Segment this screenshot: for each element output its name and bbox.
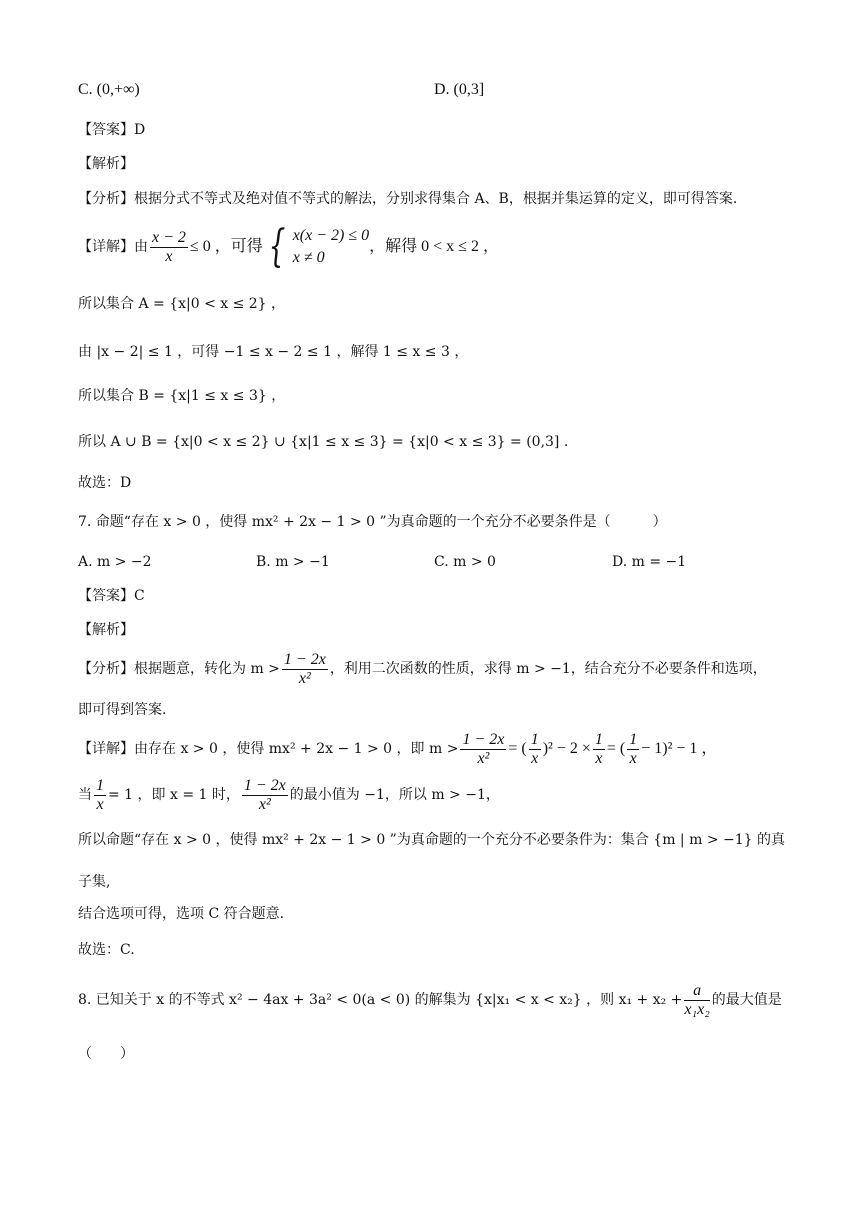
q6-option-c: C. (0,+∞) [78,81,140,98]
q7-answer: 【答案】C [78,588,145,604]
fraction-denominator: x² [298,669,311,687]
fraction-numerator: 1 − 2x [243,776,286,794]
fraction-denominator: x₁x₂ [684,1000,710,1018]
q7-option-b: B. m > −1 [256,554,330,570]
q7-when [78,770,500,820]
q6-union: 所以 A ∪ B = {x|0 < x ≤ 2} ∪ {x|1 ≤ x ≤ 3} = {x|0 < x ≤ 3} = (0,3] . [78,434,569,450]
q8-stem-prefix: 8. 已知关于 x 的不等式 x² − 4ax + 3a² < 0(a < 0) 的解集为 {x|x₁ < x < x₂} ，则 x₁ + x₂ + [78,992,683,1008]
q7-conclusion-1: 所以命题“存在 x > 0 ，使得 mx² + 2x − 1 > 0 ”为真命题的一个充分不必要条件为：集合 {m | m > −1} 的真 [78,832,785,848]
q6-detail-prefix: 【详解】由 [78,239,148,255]
q7-analysis-heading: 【解析】 [78,622,134,638]
fraction-numerator: 1 − 2x [462,730,505,748]
fraction-numerator: x − 2 [152,228,186,246]
system-row-2: x ≠ 0 [292,249,325,266]
q6-set-a: 所以集合 A = {x|0 < x ≤ 2} ， [78,296,286,312]
q6-analysis-heading: 【解析】 [78,156,134,172]
q8-stem-fraction [684,982,709,1019]
q7-when-suffix: 的最小值为 −1，所以 m > −1， [289,787,500,803]
q7-option-d: D. m = −1 [612,554,687,570]
q7-fenxi [78,644,767,694]
q6-detail-tail: ，解得 0 < x ≤ 2 ， [369,238,499,255]
q6-fenxi: 【分析】根据分式不等式及绝对值不等式的解法，分别求得集合 A、B，根据并集运算的定义，即可得答案. [78,191,738,207]
q7-detail-eq-1: = ( [508,740,527,757]
fraction-numerator: 1 − 2x [283,650,326,668]
q7-option-c: C. m > 0 [434,554,496,570]
q7-detail-fraction-2 [529,731,541,768]
q7-detail-fraction-1 [460,731,506,768]
fraction-denominator: x [629,749,637,767]
q6-option-d: D. (0,3] [434,81,485,98]
fraction-denominator: x [96,795,104,813]
q7-detail-eq-4: − 1)² − 1 ， [641,740,718,757]
fraction-numerator: 1 [530,730,539,748]
fraction-numerator: a [684,982,709,1001]
q7-detail [78,724,717,774]
q6-abs-line: 由 |x − 2| ≤ 1 ，可得 −1 ≤ x − 2 ≤ 1 ，解得 1 ≤ x ≤ 3 ， [78,344,469,360]
q7-when-fraction-1 [94,777,106,814]
fraction-numerator: 1 [629,730,638,748]
q6-detail-system [263,221,370,272]
fraction-denominator: x [595,749,603,767]
q7-detail-fraction-3 [593,731,605,768]
q7-when-fraction-2 [242,777,288,814]
q7-conclusion-2: 子集, [78,874,111,890]
q6-choose: 故选：D [78,475,132,491]
q8-stem-line2: （ ） [78,1046,134,1062]
system-row-1: x(x − 2) ≤ 0 [292,227,370,244]
fraction-numerator: 1 [594,730,603,748]
q8-stem-suffix: 的最大值是 [711,992,782,1008]
q7-fenxi-fraction [282,651,328,688]
fraction-denominator: x [165,247,173,265]
q6-detail-after-frac: ≤ 0 ，可得 [189,238,263,255]
q6-detail-fraction [150,229,188,266]
q7-detail-fraction-4 [627,731,639,768]
q7-detail-eq-3: = ( [606,740,626,757]
q7-fenxi-prefix: 【分析】根据题意，转化为 m > [78,661,280,677]
q7-fenxi-suffix: ，利用二次函数的性质，求得 m > −1，结合充分不必要条件和选项， [329,661,767,677]
q7-option-a: A. m > −2 [78,554,152,570]
q7-fenxi-line2: 即可得到答案. [78,702,167,718]
q7-choose: 故选：C. [78,942,135,958]
q6-answer: 【答案】D [78,122,146,138]
fraction-denominator: x² [258,795,271,813]
q7-stem: 7. 命题“存在 x > 0 ，使得 mx² + 2x − 1 > 0 ”为真命题的一个充分不必要条件是（ ） [78,514,667,530]
q8-stem [78,975,782,1025]
q6-detail [78,222,499,272]
q7-when-mid: = 1 ，即 x = 1 时， [108,787,240,803]
q7-detail-prefix: 【详解】由存在 x > 0 ，使得 mx² + 2x − 1 > 0 ，即 m > [78,741,459,757]
left-brace-icon: { [268,221,286,272]
q6-set-b: 所以集合 B = {x|1 ≤ x ≤ 3} ， [78,388,286,404]
q7-conclusion-3: 结合选项可得，选项 C 符合题意. [78,906,285,922]
fraction-numerator: 1 [96,776,104,794]
fraction-denominator: x [531,749,539,767]
q7-detail-eq-2: )² − 2 × [542,740,591,757]
fraction-denominator: x² [477,749,490,767]
q7-when-prefix: 当 [78,787,92,803]
